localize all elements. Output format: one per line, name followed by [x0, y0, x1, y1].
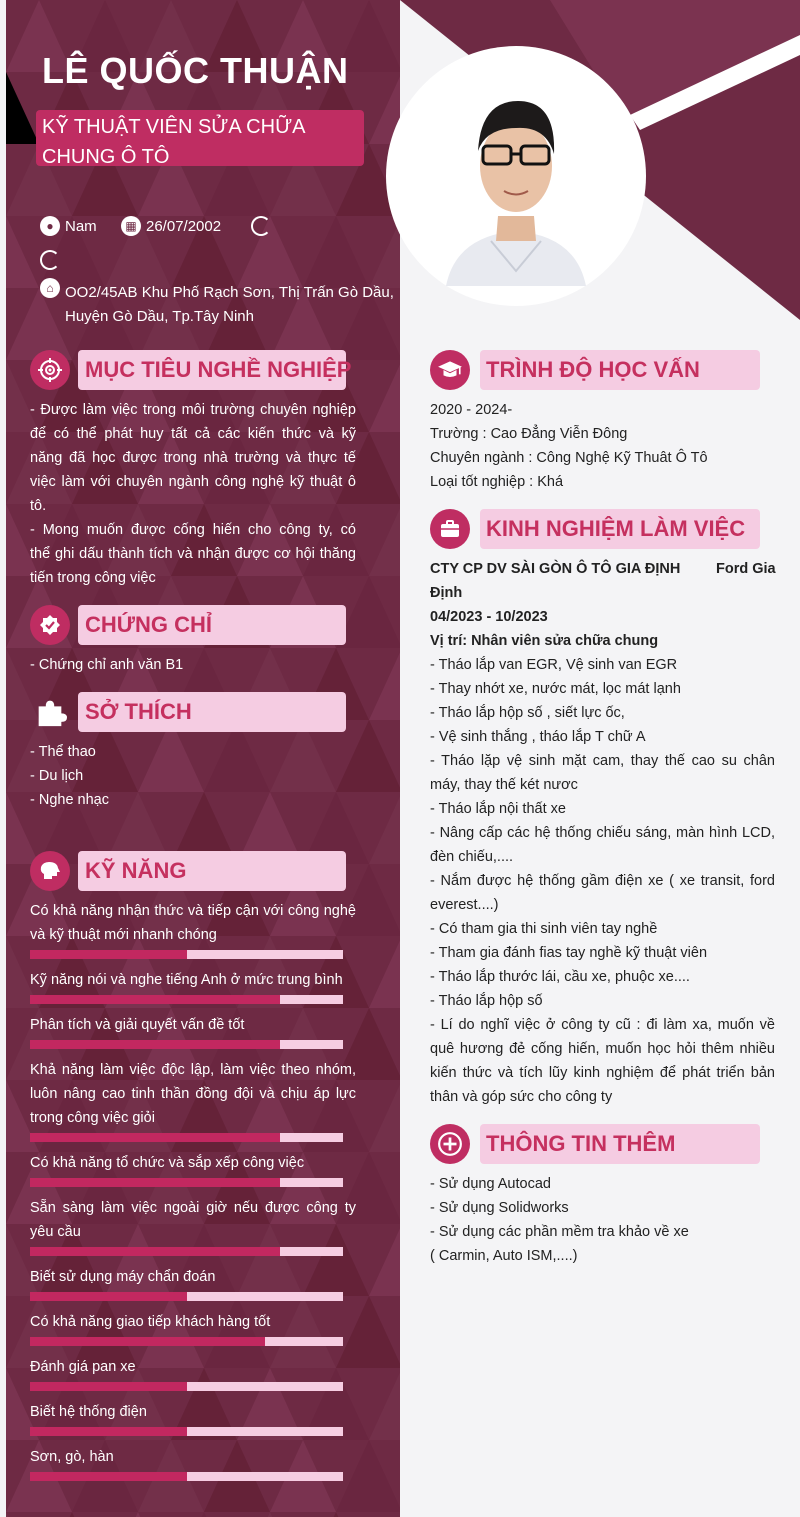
address-line-2: Huyện Gò Dầu, Tp.Tây Ninh — [65, 308, 254, 325]
skill-label: Kỹ năng nói và nghe tiếng Anh ở mức trung bình — [30, 972, 343, 988]
experience-line: đèn chiếu,.... — [430, 849, 514, 865]
avatar — [386, 46, 646, 306]
skill-label: Có khả năng giao tiếp khách hàng tốt — [30, 1314, 271, 1330]
skill-bar-fill — [30, 1472, 187, 1481]
text-line: - Sử dụng Autocad — [430, 1176, 551, 1192]
education-title: TRÌNH ĐỘ HỌC VẤN — [486, 357, 700, 382]
pattern-triangle — [6, 72, 39, 144]
pattern-triangle — [369, 792, 400, 864]
plus-circle-icon — [430, 1124, 470, 1164]
skill-label: yêu cầu — [30, 1224, 81, 1240]
pattern-triangle — [369, 936, 400, 1008]
skills-title: KỸ NĂNG — [85, 858, 187, 883]
badge-check-icon — [30, 605, 70, 645]
pattern-triangle — [6, 288, 72, 360]
certificate-item: - Chứng chỉ anh văn B1 — [30, 657, 184, 673]
graduation-cap-icon — [430, 350, 470, 390]
text-line: 2020 - 2024- — [430, 402, 513, 418]
experience-line: quê hương đẻ cống hiến, muốn học hỏi thêm nhiều — [430, 1041, 775, 1057]
pattern-triangle — [105, 1512, 171, 1517]
experience-line: - Nâng cấp các hệ thống chiếu sáng, màn hình LCD, — [430, 825, 775, 841]
skill-bar — [30, 995, 343, 1004]
skill-bar — [30, 1247, 343, 1256]
experience-line: - Tháo lắp hộp số — [430, 993, 543, 1009]
text-line: Chuyên ngành : Công Nghệ Kỹ Thuât Ô Tô — [430, 450, 708, 466]
briefcase-icon — [430, 509, 470, 549]
skill-bar-fill — [30, 1133, 280, 1142]
company-brand-cont: Định — [430, 585, 463, 601]
calendar-icon: ▦ — [121, 216, 141, 236]
skill-bar — [30, 1292, 343, 1301]
experience-line: - Tháo lắp nội thất xe — [430, 801, 566, 817]
skill-bar-fill — [30, 1427, 187, 1436]
work-position: Vị trí: Nhân viên sửa chữa chung — [430, 633, 659, 649]
job-title: KỸ THUẬT VIÊN SỬA CHỮA CHUNG Ô TÔ — [42, 116, 305, 168]
skill-label: trong công việc giỏi — [30, 1110, 155, 1126]
experience-line: - Tháo lắp van EGR, Vệ sinh van EGR — [430, 657, 678, 673]
objective-line: năng đã học được trong nhà trường và thực tế — [30, 450, 356, 466]
gender-text: Nam — [65, 218, 97, 235]
objective-line: - Mong muốn được cống hiến cho công ty, có — [30, 522, 356, 538]
certificates-title: CHỨNG CHỈ — [85, 612, 213, 637]
experience-line: - Tháo lắp hộp số , siết lực ốc, — [430, 705, 625, 721]
skill-label: Đánh giá pan xe — [30, 1359, 136, 1375]
user-icon: ● — [40, 216, 60, 236]
pattern-triangle — [369, 504, 400, 576]
address-line-1: OO2/45AB Khu Phố Rạch Sơn, Thị Trấn Gò Dầu, — [65, 284, 394, 301]
hobby-item: - Nghe nhạc — [30, 792, 109, 808]
puzzle-icon — [30, 692, 70, 732]
work-period: 04/2023 - 10/2023 — [430, 609, 548, 625]
skill-bar-fill — [30, 1247, 280, 1256]
pattern-triangle — [369, 1080, 400, 1152]
pattern-triangle — [237, 1512, 303, 1517]
objective-line: việc làm với chuyên ngành công nghệ kỹ thuật ô — [30, 474, 356, 490]
company-name: CTY CP DV SÀI GÒN Ô TÔ GIA ĐỊNH — [430, 561, 681, 577]
skill-bar-fill — [30, 1382, 187, 1391]
experience-line: - Thay nhớt xe, nước mát, lọc mát lạnh — [430, 681, 681, 697]
text-line: - Sử dụng các phần mềm tra khảo về xe — [430, 1224, 689, 1240]
skill-bar-fill — [30, 950, 187, 959]
email-icon — [40, 250, 60, 270]
company-brand: Ford Gia — [716, 561, 776, 577]
pattern-triangle — [369, 1368, 400, 1440]
skill-bar — [30, 1382, 343, 1391]
experience-line: - Lí do nghĩ việc ở công ty cũ : đi làm xa, muốn về — [430, 1017, 775, 1033]
text-line: - Sử dụng Solidworks — [430, 1200, 569, 1216]
experience-line: máy, thay thế két nươc — [430, 777, 578, 793]
hobbies-title: SỞ THÍCH — [85, 699, 192, 724]
pattern-triangle — [369, 1224, 400, 1296]
objective-title: MỤC TIÊU NGHỀ NGHIỆP — [85, 357, 352, 382]
experience-line: - Nắm được hệ thống gầm điện xe ( xe transit, ford — [430, 873, 775, 889]
skill-label: Có khả năng tổ chức và sắp xếp công việc — [30, 1155, 305, 1171]
pattern-triangle — [303, 216, 369, 288]
skill-bar-fill — [30, 1040, 280, 1049]
experience-line: - Tháo lặp vệ sinh mặt cam, thay thế cao su chân — [430, 753, 775, 769]
objective-line: tiến trong công việc — [30, 570, 156, 586]
skill-bar-fill — [30, 1292, 187, 1301]
experience-line: kiến thức và tích lũy kinh nghiệm để phát triển bản — [430, 1065, 775, 1081]
skill-bar-fill — [30, 1178, 280, 1187]
experience-line: - Vệ sinh thắng , tháo lắp T chữ A — [430, 729, 646, 745]
skill-bar — [30, 1133, 343, 1142]
phone-icon — [251, 216, 271, 236]
home-icon: ⌂ — [40, 278, 60, 298]
skill-bar — [30, 1040, 343, 1049]
experience-line: thân và góp sức cho công ty — [430, 1089, 613, 1105]
skill-label: và kỹ thuật mới nhanh chóng — [30, 927, 217, 943]
pattern-triangle — [369, 648, 400, 720]
brain-icon — [30, 851, 70, 891]
pattern-triangle — [303, 1512, 369, 1517]
skill-label: Khả năng làm việc độc lập, làm việc theo nhóm, — [30, 1062, 356, 1078]
birthdate-text: 26/07/2002 — [146, 218, 222, 235]
pattern-triangle — [6, 1512, 39, 1517]
objective-line: - Được làm việc trong môi trường chuyên nghiệp — [30, 402, 356, 418]
experience-line: - Tháo lắp thước lái, cầu xe, phuộc xe.... — [430, 969, 690, 985]
skill-bar — [30, 1337, 343, 1346]
pattern-triangle — [369, 1512, 400, 1517]
objective-line: tô. — [30, 498, 47, 514]
target-icon — [30, 350, 70, 390]
experience-line: everest....) — [430, 897, 499, 913]
skill-bar — [30, 1178, 343, 1187]
candidate-name: LÊ QUỐC THUẬN — [42, 50, 349, 91]
skill-label: Phân tích và giải quyết vấn đề tốt — [30, 1017, 245, 1033]
experience-line: - Tham gia đánh fias tay nghề kỹ thuật viên — [430, 945, 708, 961]
skill-bar-fill — [30, 995, 280, 1004]
objective-line: thể ghi dấu thành tích và nhận được cơ hội thăng — [30, 546, 356, 562]
hobby-item: - Du lịch — [30, 768, 84, 784]
hobby-item: - Thể thao — [30, 744, 96, 760]
skill-label: Sơn, gò, hàn — [30, 1449, 114, 1465]
skill-label: luôn nâng cao tinh thần đồng đội và chịu áp lực — [30, 1086, 356, 1102]
pattern-triangle — [39, 1512, 105, 1517]
experience-line: - Có tham gia thi sinh viên tay nghề — [430, 921, 658, 937]
experience-title: KINH NGHIỆM LÀM VIỆC — [486, 516, 746, 541]
pattern-triangle — [369, 360, 400, 432]
skill-label: Biết hệ thống điện — [30, 1404, 147, 1420]
objective-line: để có thể phát huy tất cả các kiến thức và kỹ — [30, 426, 356, 442]
text-line: ( Carmin, Auto ISM,....) — [430, 1248, 578, 1264]
pattern-triangle — [336, 720, 400, 792]
pattern-triangle — [171, 1512, 237, 1517]
text-line: Trường : Cao Đẳng Viễn Đông — [430, 426, 628, 442]
pattern-triangle — [6, 216, 39, 288]
text-line: Loại tốt nghiệp : Khá — [430, 474, 564, 490]
extra-title: THÔNG TIN THÊM — [486, 1131, 676, 1156]
skill-bar — [30, 1472, 343, 1481]
skill-label: Có khả năng nhận thức và tiếp cận với công nghệ — [30, 903, 356, 919]
portrait-photo — [386, 46, 646, 306]
skill-bar — [30, 950, 343, 959]
skill-label: Biết sử dụng máy chẩn đoán — [30, 1269, 216, 1285]
skill-bar-fill — [30, 1337, 265, 1346]
skill-bar — [30, 1427, 343, 1436]
skill-label: Sẵn sàng làm việc ngoài giờ nếu được công ty — [30, 1200, 356, 1216]
